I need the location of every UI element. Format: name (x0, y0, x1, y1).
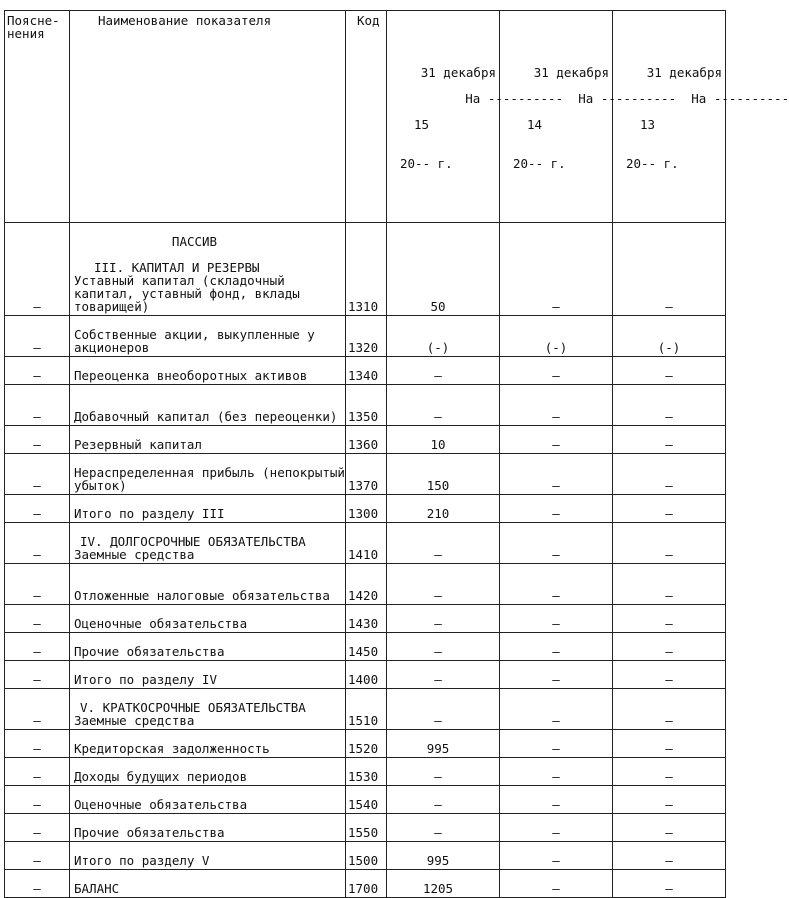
row-name: Итого по разделу III (70, 495, 346, 523)
header-period-2-date: 31 декабря (533, 65, 609, 80)
row-code: 1370 (346, 454, 387, 495)
row-name: Кредиторская задолженность (70, 730, 346, 758)
row-value-3: – (613, 842, 726, 870)
header-period-1-year: 20-- г. (400, 156, 453, 171)
row-value-1: 10 (387, 426, 500, 454)
header-code-label: Код (357, 13, 380, 28)
row-name: Собственные акции, выкупленные у акционеров (70, 316, 346, 357)
row-value-2: – (500, 842, 613, 870)
row-code: 1540 (346, 786, 387, 814)
row-note: – (5, 454, 70, 495)
row-name: БАЛАНС (70, 870, 346, 898)
table-row (5, 454, 726, 495)
row-note: – (5, 786, 70, 814)
row-value-1: 210 (387, 495, 500, 523)
row-value-2: – (500, 605, 613, 633)
header-period-2-prefix: На ---------- (578, 91, 677, 106)
table-row (5, 564, 726, 605)
row-value-2: – (500, 385, 613, 426)
row-value-1: 1205 (387, 870, 500, 898)
row-note: – (5, 633, 70, 661)
header-period-3-date: 31 декабря (646, 65, 722, 80)
row-code: 1550 (346, 814, 387, 842)
row-note: – (5, 758, 70, 786)
header-period-3-year: 20-- г. (626, 156, 679, 171)
table-row (5, 758, 726, 786)
table-row (5, 357, 726, 385)
header-period-3 (613, 11, 789, 223)
row-value-1: – (387, 385, 500, 426)
row-value-2: (-) (500, 316, 613, 357)
row-note: – (5, 564, 70, 605)
row-value-2: – (500, 786, 613, 814)
row-code: 1340 (346, 357, 387, 385)
row-note: – (5, 661, 70, 689)
row-value-3: – (613, 223, 726, 316)
row-value-3: – (613, 786, 726, 814)
row-value-3: – (613, 730, 726, 758)
row-code: 1350 (346, 385, 387, 426)
balance-sheet-liabilities (4, 10, 789, 896)
row-name: Прочие обязательства (70, 633, 346, 661)
table-row (5, 842, 726, 870)
table-row (5, 786, 726, 814)
header-name-label: Наименование показателя (98, 13, 272, 28)
row-value-3: – (613, 605, 726, 633)
row-name: Резервный капитал (70, 426, 346, 454)
row-note: – (5, 605, 70, 633)
table-header-row (5, 11, 726, 223)
table-row (5, 223, 726, 316)
row-code: 1510 (346, 689, 387, 730)
row-value-3: – (613, 523, 726, 564)
row-code: 1310 (346, 223, 387, 316)
table-row (5, 633, 726, 661)
row-value-1: – (387, 758, 500, 786)
row-code: 1300 (346, 495, 387, 523)
row-value-3: – (613, 454, 726, 495)
row-name (70, 523, 346, 564)
table-row (5, 426, 726, 454)
table-row (5, 495, 726, 523)
header-indicator-name (70, 11, 346, 223)
row-note: – (5, 316, 70, 357)
row-name: Прочие обязательства (70, 814, 346, 842)
row-value-2: – (500, 814, 613, 842)
row-code: 1360 (346, 426, 387, 454)
table-row (5, 385, 726, 426)
row-value-3: – (613, 633, 726, 661)
row-code: 1530 (346, 758, 387, 786)
table-row (5, 870, 726, 898)
row-value-1: 150 (387, 454, 500, 495)
row-value-2: – (500, 758, 613, 786)
row-code: 1400 (346, 661, 387, 689)
row-code: 1520 (346, 730, 387, 758)
row-note: – (5, 842, 70, 870)
row-name: Добавочный капитал (без переоценки) (70, 385, 346, 426)
row-name-text: Заемные средства (74, 547, 195, 562)
header-period-1-prefix: На ---------- (465, 91, 564, 106)
row-value-1: 50 (387, 223, 500, 316)
table-row (5, 689, 726, 730)
row-value-2: – (500, 495, 613, 523)
row-value-1: – (387, 814, 500, 842)
row-value-2: – (500, 454, 613, 495)
row-note: – (5, 730, 70, 758)
row-value-1: – (387, 523, 500, 564)
row-note: – (5, 357, 70, 385)
row-name: Итого по разделу IV (70, 661, 346, 689)
row-value-2: – (500, 426, 613, 454)
row-note: – (5, 870, 70, 898)
row-note: – (5, 426, 70, 454)
header-notes-label: Поясне- нения (7, 13, 60, 41)
row-note: – (5, 523, 70, 564)
row-value-2: – (500, 564, 613, 605)
row-value-1: – (387, 689, 500, 730)
table-row (5, 523, 726, 564)
table-row (5, 661, 726, 689)
row-value-2: – (500, 523, 613, 564)
row-note: – (5, 223, 70, 316)
row-value-3: – (613, 357, 726, 385)
row-value-1: (-) (387, 316, 500, 357)
row-name: Оценочные обязательства (70, 786, 346, 814)
row-name: Доходы будущих периодов (70, 758, 346, 786)
row-code: 1420 (346, 564, 387, 605)
row-value-2: – (500, 633, 613, 661)
row-name (70, 689, 346, 730)
row-value-3: – (613, 689, 726, 730)
row-value-1: – (387, 357, 500, 385)
row-value-3: – (613, 495, 726, 523)
table-row (5, 814, 726, 842)
row-value-2: – (500, 689, 613, 730)
header-code (346, 11, 387, 223)
row-value-1: – (387, 633, 500, 661)
row-name: Итого по разделу V (70, 842, 346, 870)
header-period-2-day: 14 (527, 117, 543, 132)
header-notes (5, 11, 70, 223)
row-name: Переоценка внеоборотных активов (70, 357, 346, 385)
row-value-1: – (387, 661, 500, 689)
table-row (5, 730, 726, 758)
table-row (5, 605, 726, 633)
header-period-3-label (613, 37, 789, 196)
row-code: 1320 (346, 316, 387, 357)
row-note: – (5, 814, 70, 842)
row-value-1: – (387, 605, 500, 633)
row-value-3: (-) (613, 316, 726, 357)
row-name: Нераспределенная прибыль (непокрытый убыток) (70, 454, 346, 495)
row-value-2: – (500, 730, 613, 758)
row-note: – (5, 495, 70, 523)
header-period-2-year: 20-- г. (513, 156, 566, 171)
row-note: – (5, 689, 70, 730)
table-row (5, 316, 726, 357)
row-value-3: – (613, 870, 726, 898)
row-code: 1430 (346, 605, 387, 633)
section-passive-title: ПАССИВ (171, 234, 218, 249)
section-3-title: III. КАПИТАЛ И РЕЗЕРВЫ (94, 260, 260, 275)
header-period-1-date: 31 декабря (420, 65, 496, 80)
row-value-2: – (500, 223, 613, 316)
row-value-1: 995 (387, 842, 500, 870)
row-code: 1450 (346, 633, 387, 661)
row-code: 1700 (346, 870, 387, 898)
header-period-3-prefix: На ---------- (691, 91, 789, 106)
section-4-title: IV. ДОЛГОСРОЧНЫЕ ОБЯЗАТЕЛЬСТВА (80, 534, 306, 549)
row-value-1: – (387, 786, 500, 814)
row-code: 1500 (346, 842, 387, 870)
row-value-1: – (387, 564, 500, 605)
header-period-1-day: 15 (414, 117, 430, 132)
row-value-1: 995 (387, 730, 500, 758)
balance-table (4, 10, 789, 898)
row-name-text: Заемные средства (74, 713, 195, 728)
row-value-3: – (613, 564, 726, 605)
row-value-2: – (500, 357, 613, 385)
row-name (70, 223, 346, 316)
row-value-2: – (500, 870, 613, 898)
row-name: Отложенные налоговые обязательства (70, 564, 346, 605)
row-code: 1410 (346, 523, 387, 564)
row-value-3: – (613, 426, 726, 454)
section-5-title: V. КРАТКОСРОЧНЫЕ ОБЯЗАТЕЛЬСТВА (80, 700, 306, 715)
row-value-3: – (613, 661, 726, 689)
row-value-2: – (500, 661, 613, 689)
row-name: Оценочные обязательства (70, 605, 346, 633)
row-name-text: Уставный капитал (складочный капитал, уставный фонд, вклады товарищей) (74, 273, 308, 314)
row-note: – (5, 385, 70, 426)
header-period-3-day: 13 (640, 117, 656, 132)
row-value-3: – (613, 385, 726, 426)
row-value-3: – (613, 814, 726, 842)
row-value-3: – (613, 758, 726, 786)
